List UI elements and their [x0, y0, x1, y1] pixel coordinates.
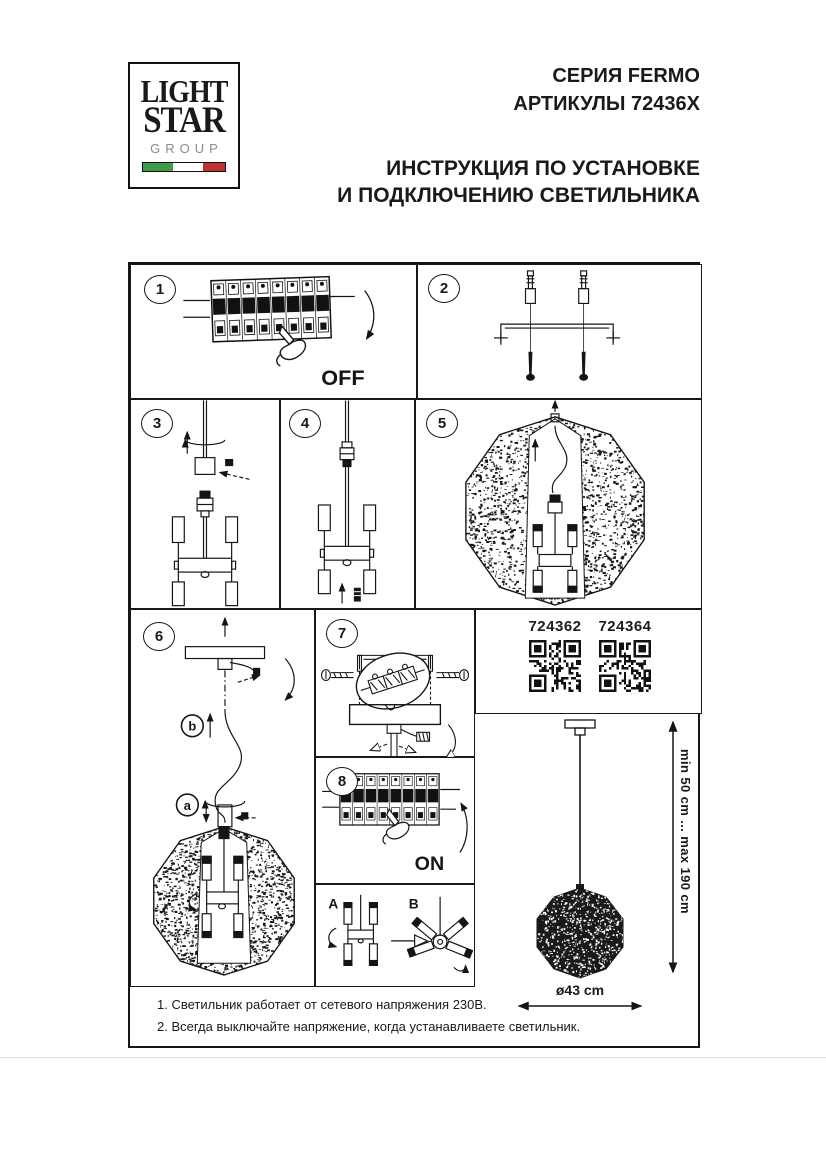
step3-number: 3	[141, 409, 173, 438]
set-screw	[226, 460, 233, 466]
shade-install-diagram	[416, 400, 701, 608]
qr-code-left	[529, 640, 581, 692]
lightstar-logo	[128, 62, 240, 189]
on-label: ON	[414, 853, 445, 876]
italian-flag-bar	[142, 162, 226, 172]
screw-right	[436, 670, 468, 681]
diameter-label: ø43 cm	[555, 982, 605, 998]
step1-panel	[130, 264, 417, 399]
flag-red-segment	[203, 163, 225, 171]
instruction-title-line2: И ПОДКЛЮЧЕНИЮ СВЕТИЛЬНИКА	[337, 184, 700, 207]
logo-word-star: STAR	[143, 100, 225, 141]
scan-edge-line	[0, 1057, 826, 1058]
tube-orientation-diagram	[316, 885, 474, 986]
config-a-frame	[344, 895, 377, 966]
logo-word-light: LIGHT	[140, 74, 228, 110]
halogen-bulb	[354, 588, 361, 602]
qr-codes-panel	[475, 609, 702, 714]
series-title: СЕРИЯ FERMO	[552, 65, 700, 87]
marker-a-label: a	[183, 797, 191, 813]
shade-sphere	[537, 888, 623, 978]
turn-off-arrow	[365, 291, 374, 339]
ceiling-plate	[185, 647, 264, 659]
instruction-title-line1: ИНСТРУКЦИЯ ПО УСТАНОВКЕ	[386, 157, 700, 180]
step3-panel	[130, 399, 280, 609]
turn-on-arrow	[460, 803, 467, 852]
step7-number: 7	[326, 619, 358, 648]
wall-anchor-left	[526, 271, 536, 304]
lamp-frame	[172, 517, 237, 606]
lamp-frame	[318, 505, 375, 594]
diagram-grid	[128, 262, 700, 1048]
article-code-right: 724364	[598, 618, 652, 635]
step6-number: 6	[143, 622, 175, 651]
screw-tag	[417, 732, 430, 741]
rotate-arrow	[446, 724, 455, 758]
marker-b-label: b	[188, 718, 197, 734]
wall-anchor-right	[579, 271, 589, 304]
ceiling-plate	[565, 720, 595, 728]
screw-left	[322, 670, 354, 681]
step6-panel	[130, 609, 315, 987]
flag-white-segment	[173, 163, 203, 171]
step1-number: 1	[144, 275, 176, 304]
mounting-bracket	[494, 324, 620, 345]
header-text-block	[337, 62, 700, 209]
config-b-label: B	[408, 896, 419, 912]
rotate-arrow	[185, 440, 224, 445]
config-a-label: A	[328, 896, 339, 912]
screw-in-arrow	[220, 472, 250, 479]
safety-notes	[157, 994, 580, 1038]
circuit-breaker-row	[211, 277, 331, 342]
step5-panel	[415, 399, 702, 609]
hanging-sequence-diagram	[131, 610, 314, 986]
screw-right	[579, 352, 588, 381]
step7-panel	[315, 609, 475, 757]
off-label: OFF	[321, 365, 365, 391]
step4-number: 4	[289, 409, 321, 438]
step2-number: 2	[428, 274, 460, 303]
mounting-hardware-diagram	[418, 265, 701, 398]
tube-orientation-panel	[315, 884, 475, 987]
step5-number: 5	[426, 409, 458, 438]
rotate-arrow	[285, 659, 294, 701]
rotate-arrow	[329, 928, 336, 947]
height-range-label: min 50 cm ... max 190 cm	[678, 749, 693, 914]
qr-code-right	[599, 640, 651, 692]
article-code-left: 724362	[528, 618, 582, 635]
screw-left	[526, 352, 535, 381]
step8-panel	[315, 757, 475, 884]
note-line-2: 2. Всегда выключайте напряжение, когда устанавливаете светильник.	[157, 1019, 581, 1034]
note-line-1: 1. Светильник работает от сетевого напряжения 230В.	[157, 997, 487, 1012]
step4-panel	[280, 399, 415, 609]
step2-panel	[417, 264, 702, 399]
step8-number: 8	[326, 767, 358, 796]
logo-word-group: GROUP	[150, 140, 223, 156]
articles-title: АРТИКУЛЫ 72436X	[513, 93, 700, 115]
flag-green-segment	[143, 163, 173, 171]
